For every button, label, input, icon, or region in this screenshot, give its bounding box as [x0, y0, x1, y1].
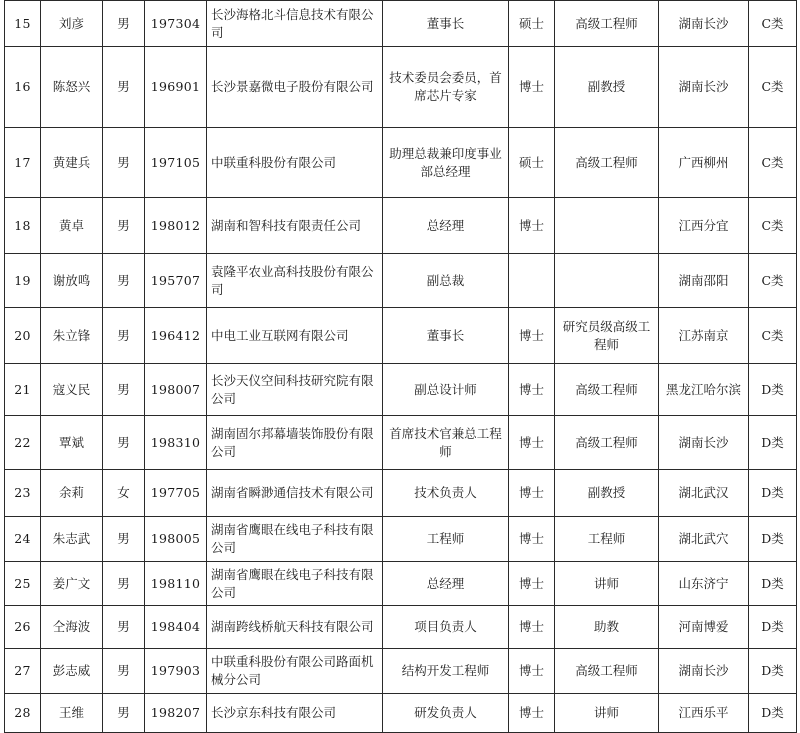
table-row [5, 1, 797, 47]
professional-rank-cell: 高级工程师 [555, 416, 659, 470]
degree-cell: 博士 [509, 470, 555, 517]
degree-cell: 博士 [509, 364, 555, 416]
origin-cell: 湖北武穴 [659, 517, 749, 562]
company-cell: 袁隆平农业高科技股份有限公司 [207, 254, 383, 308]
company-cell: 湖南和智科技有限责任公司 [207, 198, 383, 254]
talent-category-cell: C类 [749, 128, 797, 198]
talent-category-cell: D类 [749, 694, 797, 733]
talent-category-cell: D类 [749, 517, 797, 562]
company-cell: 长沙天仪空间科技研究院有限公司 [207, 364, 383, 416]
professional-rank-cell [555, 254, 659, 308]
row-number-cell: 24 [5, 517, 41, 562]
job-title-cell: 技术委员会委员，首席芯片专家 [383, 47, 509, 128]
degree-cell: 博士 [509, 198, 555, 254]
birth-date-cell: 196412 [145, 308, 207, 364]
job-title-cell: 助理总裁兼印度事业部总经理 [383, 128, 509, 198]
talent-table [4, 0, 797, 733]
person-name-cell: 陈怒兴 [41, 47, 103, 128]
talent-category-cell: C类 [749, 47, 797, 128]
talent-category-cell: D类 [749, 562, 797, 606]
table-row [5, 364, 797, 416]
birth-date-cell: 197903 [145, 649, 207, 694]
person-name-cell: 朱志武 [41, 517, 103, 562]
row-number-cell: 23 [5, 470, 41, 517]
person-name-cell: 余莉 [41, 470, 103, 517]
gender-cell: 男 [103, 47, 145, 128]
company-cell: 中联重科股份有限公司 [207, 128, 383, 198]
job-title-cell: 总经理 [383, 562, 509, 606]
company-cell: 湖南省鹰眼在线电子科技有限公司 [207, 562, 383, 606]
job-title-cell: 副总设计师 [383, 364, 509, 416]
person-name-cell: 寇义民 [41, 364, 103, 416]
origin-cell: 河南博爱 [659, 606, 749, 649]
gender-cell: 男 [103, 1, 145, 47]
company-cell: 湖南跨线桥航天科技有限公司 [207, 606, 383, 649]
job-title-cell: 项目负责人 [383, 606, 509, 649]
degree-cell: 博士 [509, 562, 555, 606]
person-name-cell: 刘彦 [41, 1, 103, 47]
gender-cell: 男 [103, 649, 145, 694]
degree-cell: 博士 [509, 649, 555, 694]
professional-rank-cell: 高级工程师 [555, 1, 659, 47]
job-title-cell: 董事长 [383, 1, 509, 47]
company-cell: 湖南省瞬渺通信技术有限公司 [207, 470, 383, 517]
row-number-cell: 18 [5, 198, 41, 254]
company-cell: 中电工业互联网有限公司 [207, 308, 383, 364]
professional-rank-cell: 工程师 [555, 517, 659, 562]
row-number-cell: 27 [5, 649, 41, 694]
origin-cell: 湖南长沙 [659, 1, 749, 47]
table-row [5, 308, 797, 364]
table-body [5, 1, 797, 733]
gender-cell: 男 [103, 308, 145, 364]
person-name-cell: 朱立锋 [41, 308, 103, 364]
origin-cell: 江西乐平 [659, 694, 749, 733]
origin-cell: 湖南长沙 [659, 47, 749, 128]
talent-category-cell: C类 [749, 198, 797, 254]
talent-category-cell: C类 [749, 1, 797, 47]
degree-cell: 博士 [509, 47, 555, 128]
birth-date-cell: 198404 [145, 606, 207, 649]
birth-date-cell: 198310 [145, 416, 207, 470]
gender-cell: 男 [103, 562, 145, 606]
birth-date-cell: 196901 [145, 47, 207, 128]
row-number-cell: 22 [5, 416, 41, 470]
gender-cell: 男 [103, 364, 145, 416]
origin-cell: 湖南长沙 [659, 416, 749, 470]
company-cell: 中联重科股份有限公司路面机械分公司 [207, 649, 383, 694]
professional-rank-cell: 讲师 [555, 562, 659, 606]
professional-rank-cell: 高级工程师 [555, 649, 659, 694]
gender-cell: 男 [103, 517, 145, 562]
company-cell: 湖南省鹰眼在线电子科技有限公司 [207, 517, 383, 562]
company-cell: 长沙海格北斗信息技术有限公司 [207, 1, 383, 47]
person-name-cell: 王维 [41, 694, 103, 733]
professional-rank-cell: 研究员级高级工程师 [555, 308, 659, 364]
row-number-cell: 28 [5, 694, 41, 733]
professional-rank-cell: 讲师 [555, 694, 659, 733]
degree-cell: 硕士 [509, 128, 555, 198]
person-name-cell: 黄建兵 [41, 128, 103, 198]
talent-category-cell: C类 [749, 254, 797, 308]
degree-cell: 博士 [509, 517, 555, 562]
gender-cell: 男 [103, 254, 145, 308]
table-row [5, 470, 797, 517]
row-number-cell: 26 [5, 606, 41, 649]
job-title-cell: 副总裁 [383, 254, 509, 308]
talent-category-cell: D类 [749, 649, 797, 694]
row-number-cell: 19 [5, 254, 41, 308]
gender-cell: 女 [103, 470, 145, 517]
birth-date-cell: 198012 [145, 198, 207, 254]
table-row [5, 254, 797, 308]
professional-rank-cell: 副教授 [555, 47, 659, 128]
talent-category-cell: D类 [749, 364, 797, 416]
birth-date-cell: 198007 [145, 364, 207, 416]
row-number-cell: 16 [5, 47, 41, 128]
row-number-cell: 21 [5, 364, 41, 416]
person-name-cell: 黄卓 [41, 198, 103, 254]
company-cell: 长沙京东科技有限公司 [207, 694, 383, 733]
origin-cell: 江西分宜 [659, 198, 749, 254]
table-row [5, 198, 797, 254]
row-number-cell: 17 [5, 128, 41, 198]
degree-cell: 博士 [509, 694, 555, 733]
birth-date-cell: 195707 [145, 254, 207, 308]
person-name-cell: 姜广文 [41, 562, 103, 606]
birth-date-cell: 198005 [145, 517, 207, 562]
table-row [5, 694, 797, 733]
origin-cell: 山东济宁 [659, 562, 749, 606]
birth-date-cell: 197705 [145, 470, 207, 517]
degree-cell: 博士 [509, 308, 555, 364]
talent-category-cell: D类 [749, 606, 797, 649]
person-name-cell: 谢放鸣 [41, 254, 103, 308]
gender-cell: 男 [103, 694, 145, 733]
origin-cell: 广西柳州 [659, 128, 749, 198]
job-title-cell: 董事长 [383, 308, 509, 364]
birth-date-cell: 197304 [145, 1, 207, 47]
origin-cell: 湖南长沙 [659, 649, 749, 694]
gender-cell: 男 [103, 198, 145, 254]
talent-category-cell: D类 [749, 470, 797, 517]
degree-cell: 博士 [509, 416, 555, 470]
degree-cell: 博士 [509, 606, 555, 649]
company-cell: 长沙景嘉微电子股份有限公司 [207, 47, 383, 128]
degree-cell [509, 254, 555, 308]
professional-rank-cell: 高级工程师 [555, 364, 659, 416]
table-row [5, 606, 797, 649]
job-title-cell: 研发负责人 [383, 694, 509, 733]
origin-cell: 江苏南京 [659, 308, 749, 364]
row-number-cell: 20 [5, 308, 41, 364]
origin-cell: 湖北武汉 [659, 470, 749, 517]
job-title-cell: 首席技术官兼总工程师 [383, 416, 509, 470]
row-number-cell: 25 [5, 562, 41, 606]
person-name-cell: 仝海波 [41, 606, 103, 649]
person-name-cell: 覃斌 [41, 416, 103, 470]
company-cell: 湖南固尔邦幕墙装饰股份有限公司 [207, 416, 383, 470]
job-title-cell: 结构开发工程师 [383, 649, 509, 694]
job-title-cell: 技术负责人 [383, 470, 509, 517]
professional-rank-cell: 副教授 [555, 470, 659, 517]
gender-cell: 男 [103, 128, 145, 198]
origin-cell: 黑龙江哈尔滨 [659, 364, 749, 416]
job-title-cell: 总经理 [383, 198, 509, 254]
gender-cell: 男 [103, 606, 145, 649]
professional-rank-cell [555, 198, 659, 254]
table-row [5, 562, 797, 606]
birth-date-cell: 197105 [145, 128, 207, 198]
table-row [5, 47, 797, 128]
table-row [5, 517, 797, 562]
person-name-cell: 彭志威 [41, 649, 103, 694]
birth-date-cell: 198110 [145, 562, 207, 606]
table-row [5, 416, 797, 470]
degree-cell: 硕士 [509, 1, 555, 47]
row-number-cell: 15 [5, 1, 41, 47]
talent-category-cell: D类 [749, 416, 797, 470]
professional-rank-cell: 助教 [555, 606, 659, 649]
gender-cell: 男 [103, 416, 145, 470]
talent-category-cell: C类 [749, 308, 797, 364]
origin-cell: 湖南邵阳 [659, 254, 749, 308]
birth-date-cell: 198207 [145, 694, 207, 733]
professional-rank-cell: 高级工程师 [555, 128, 659, 198]
table-row [5, 649, 797, 694]
job-title-cell: 工程师 [383, 517, 509, 562]
table-row [5, 128, 797, 198]
